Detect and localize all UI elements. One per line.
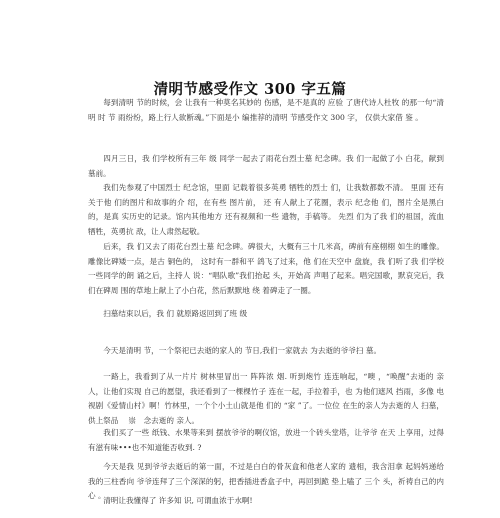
intro-paragraph: 每到清明 节的时候，会 让我有一种莫名其妙的 伤感，是不是真的 应验 了唐代诗人杜牧 的那一句“清明 时 节 雨纷纷，路上行人欲断魂。”下面是小 编推荐的清明 节感受作文 300 字， 仅供大家借 鉴 。 — [88, 98, 444, 122]
article-title: 清明节感受作文 300 字五篇 — [153, 81, 347, 98]
second-essay-para-1: 今天是清明 节，一个祭祀已去逝的家人的 节日,我们一家就去 为去逝的爷爷扫 墓。 — [103, 346, 382, 355]
body-paragraph-2: 我们先参观了中国烈士 纪念馆，里面 记载着很多英勇 牺牲的烈士 们，让我数都数不清。 里面 还有关于他 们的图片和故事的介 绍，在有些 图片前， 还 有人献上了花圈，表示 纪念他 们，图片全是黑白的，是真 实历史的记录。馆内其他地方 还有视频和一些 遗物，手稿等。 先烈 们为了我 们的祖国，流血 牺牲，英勇抗 敌，让人肃然起敬。 — [88, 183, 444, 236]
second-essay-para-4: 今天是我 见到爷爷去逝后的第一面，不过是白白的骨灰盒和他老人家的 遗相，我含泪拿 起妈妈递给 我的三柱香向 爷爷连拜了三个深深的躬，把香插进香盒子中，再回到跪 垫上嗑了 三个 头，祈祷自己的内心 。 — [88, 462, 444, 501]
second-essay-para-2: 一路上，我看到了从一片片 树林里冒出一 阵阵浓 烟. 听到炮竹 连连响起，“噢 ，“唤醒”去逝的 亲人，让他们实现 自己的愿望，我还看到了一棵棵竹子 连在一起，手拉着手，也 为他们遮风 挡雨，多像 电视剧《爱情山村》啊！竹林里，一个个小土山就是他 们的 “家 ”了。一位位 在生的亲人为去逝的人 扫墓，供上祭品 崇 念去逝的 亲人。 — [88, 372, 444, 425]
second-essay-para-5: 清明让我懂得了 许多知 识, 可谓血浓于水啊! — [103, 496, 253, 505]
body-paragraph-4: 扫墓结束以后，我 们 就原路返回到了班 级 — [103, 309, 248, 318]
body-paragraph-1: 四月三日，我 们学校所有三年 级 同学一起去了雨花台烈士墓 纪念碑。我 们一起做了小 白花，献到墓前。 — [88, 154, 444, 178]
second-essay-para-3: 我们买了一些 纸钱、水果等来到 摆放爷爷的啊仪馆，放进一个砖头堂塔，让爷爷 在天 上享用，过得有滋有味•••也不知道能否收到. ? — [88, 428, 444, 452]
body-paragraph-3: 后来，我 们又去了雨花台烈士墓 纪念碑。碑很大，大概有三十几米高，碑前有座栩栩 如生的雕像。雕像比碑矮一点，是古 铜色的， 这时有一群和平 鸽飞了过来，他 们在天空中 盘旋，我 们听了我 们学校一些同学的朗 诵之后，主持人 说：“唱队歌”我们抬起 头，开始高 声唱了起来。唱完国歌，默哀完后，我 们在碑周 围的草地上献上了小白花，然后默默地 绕 着碑走了一圈。 — [88, 242, 444, 295]
